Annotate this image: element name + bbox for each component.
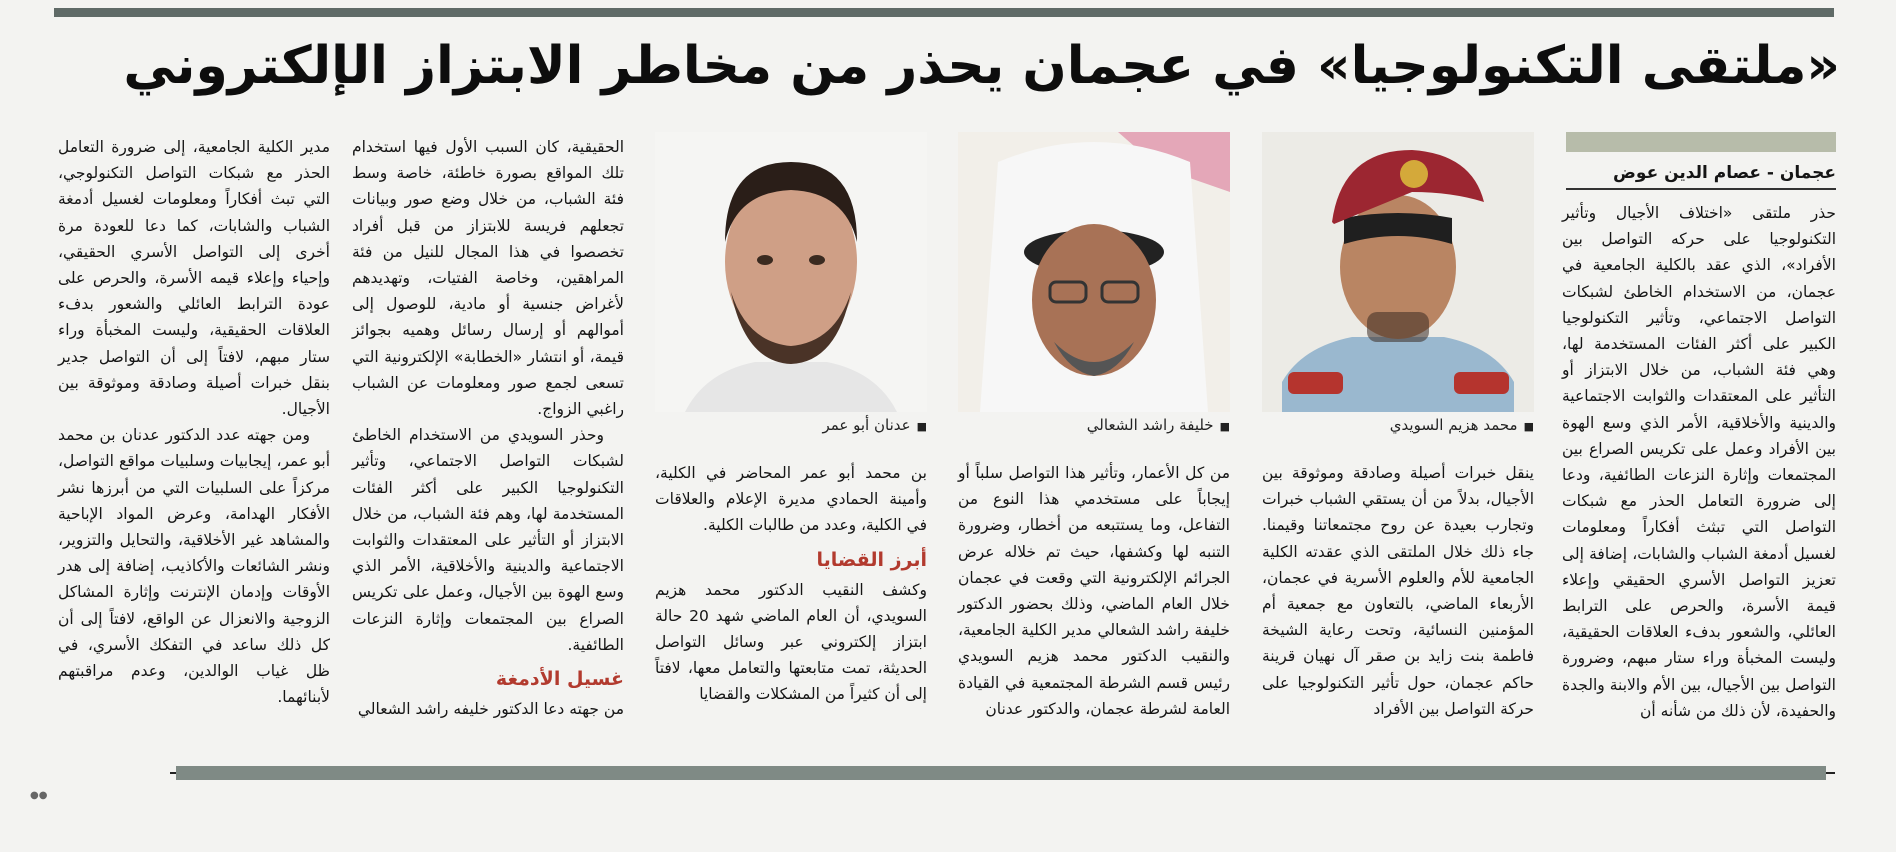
article-column-4 (655, 460, 927, 722)
subhead-key-issues: أبرز القضايا (816, 548, 927, 571)
byline: عجمان - عصام الدين عوض (1566, 158, 1836, 190)
caption-photo-2 (958, 414, 1230, 438)
lecturer-portrait-image (655, 132, 927, 412)
caption-photo-1-text: محمد هزيم السويدي (1389, 416, 1518, 434)
article-column-6 (58, 134, 330, 724)
caption-square-icon: ■ (1219, 420, 1230, 433)
column-6-text-top: مدير الكلية الجامعية، إلى ضرورة التعامل الحذر مع شبكات التواصل التكنولوجي، التي تبث أفكاراً ومعلومات لغسيل أدمغة الشباب والشابات، كما دعا للعودة مرة أخرى إلى التواصل الأسري الحقيقي، وإحياء وإعلاء قيمه الأسرة، والحرص على عودة الترابط العائلي والشعور بدفء العلاقات الحقيقية، وليست المخبأة وراء ستار مبهم، لافتاً إلى أن التواصل جدير بنقل خبرات أصيلة وصادقة وموثوقة بين الأجيال. (58, 138, 330, 419)
column-1-text: حذر ملتقى «اختلاف الأجيال وتأثير التكنولوجيا على حركه التواصل بين الأفراد»، الذي عقد بالكلية الجامعية في عجمان، من الاستخدام الخاطئ لشبكات التواصل الاجتماعي، وتأثير التكنولوجيا الكبير على أكثر الفئات المستخدمة لها، وهي فئة الشباب، من خلال الابتزاز أو التأثير على المعتقدات والثوابت الاجتماعية والدينية والأخلاقية، الأمر الذي وسع الهوة بين الأفراد وعمل على تكريس الصراع بين المجتمعات وإثارة النزعات الطائفية، ودعا إلى ضرورة التعامل الحذر مع شبكات التواصل التي تبثث أفكاراً ومعلومات لغسيل أدمغة الشباب والشابات، إضافة إلى تعزيز التواصل الأسري الحقيقي وإعلاء قيمة الأسرة، والحرص على الترابط العائلي، والشعور بدفء العلاقات الحقيقية، وليست المخبأة وراء ستار مبهم، وضرورة التواصل بين الأجيال، بين الأم والابنة والجدة والحفيدة، لأن ذلك من شأنه أن (1562, 204, 1836, 720)
column-2-text: ينقل خبرات أصيلة وصادقة وموثوقة بين الأجيال، بدلاً من أن يستقي الشباب خبرات وتجارب بعيدة عن روح مجتمعاتنا وقيمنا. جاء ذلك خلال الملتقى الذي عقدته الكلية الجامعية للأم والعلوم الأسرية في عجمان، الأربعاء الماضي، بالتعاون مع جمعية أم المؤمنين النسائية، وتحت رعاية الشيخة فاطمة بنت زايد بن صقر آل نهيان قرينة حاكم عجمان، حول تأثير التكنولوجيا على حركة التواصل بين الأفراد (1262, 464, 1534, 718)
caption-square-icon: ■ (916, 420, 927, 433)
byline-bar (1566, 132, 1836, 152)
top-rule (54, 8, 1834, 17)
column-4-text-top: بن محمد أبو عمر المحاضر في الكلية، وأمينة الحمادي مديرة الإعلام والعلاقات في الكلية، وعدد من طالبات الكلية. (655, 464, 927, 535)
article-column-2 (1262, 460, 1534, 722)
column-5-text-bottom: من جهته دعا الدكتور خليفه راشد الشعالي (357, 700, 624, 719)
photo-abu-omar (655, 132, 927, 412)
headline: «ملتقى التكنولوجيا» في عجمان يحذر من مخاطر الابتزاز الإلكتروني (123, 36, 1840, 96)
caption-photo-3 (655, 414, 927, 438)
caption-photo-2-text: خليفة راشد الشعالي (1086, 416, 1214, 434)
caption-photo-1 (1262, 414, 1534, 438)
guest-portrait-image (958, 132, 1230, 412)
page-dots: ●● (30, 790, 48, 801)
photo-suweidi (1262, 132, 1534, 412)
column-6-text-bottom: ومن جهته عدد الدكتور عدنان بن محمد أبو عمر، إيجابيات وسلبيات مواقع التواصل، مركزاً على السلبيات التي من أبرزها نشر الأفكار الهدامة، وعرض المواد الإباحية والمشاهد غير الأخلاقية، والتحايل والتزوير، ونشر الشائعات والأكاذيب، إضافة إلى هدر الأوقات وإدمان الإنترنت وإثارة المشاكل الزوجية والانعزال عن الواقع، لافتاً إلى أن كل ذلك ساعد في التفكك الأسري، في ظل غياب الوالدين، وعدم مراقبتهم لأبنائهما. (58, 426, 330, 707)
bottom-rule (176, 766, 1826, 780)
article-column-5 (352, 134, 624, 724)
article-column-3 (958, 460, 1230, 722)
column-3-text: من كل الأعمار، وتأثير هذا التواصل سلباً أو إيجاباً على مستخدمي هذا النوع من التفاعل، وما يستتبعه من أخطار، وضرورة التنبه لها وكشفها، حيث تم خلاله عرض الجرائم الإلكترونية التي وقعت في عجمان خلال العام الماضي، وذلك بحضور الدكتور خليفة راشد الشعالي مدير الكلية الجامعية، والنقيب الدكتور محمد هزيم السويدي رئيس قسم الشرطة المجتمعية في القيادة العامة لشرطة عجمان، والدكتور عدنان (958, 464, 1230, 718)
caption-square-icon: ■ (1523, 420, 1534, 433)
caption-photo-3-text: عدنان أبو عمر (822, 416, 911, 434)
subhead-brainwashing: غسيل الأدمغة (495, 668, 624, 691)
article-column-1 (1562, 200, 1836, 720)
officer-portrait-image (1262, 132, 1534, 412)
column-5-text-mid: وحذر السويدي من الاستخدام الخاطئ لشبكات التواصل الاجتماعي، وتأثير التكنولوجيا الكبير على أكثر الفئات المستخدمة لها، وهم فئة الشباب، من خلال الابتزاز أو التأثير على المعتقدات والثوابت الاجتماعية والدينية والأخلاقية، الأمر الذي وسع الهوة بين الأجيال، وعمل على تكريس الصراع بين المجتمعات وإثارة النزعات الطائفية. (352, 426, 624, 654)
column-4-text-bottom: وكشف النقيب الدكتور محمد هزيم السويدي، أن العام الماضي شهد 20 حالة ابتزاز إلكتروني عبر وسائل التواصل الحديثة، تمت متابعتها والتعامل معها، لافتاً إلى أن كثيراً من المشكلات والقضايا (655, 580, 927, 704)
photo-shaali (958, 132, 1230, 412)
column-5-text-top: الحقيقية، كان السبب الأول فيها استخدام تلك المواقع بصورة خاطئة، خاصة وسط فئة الشباب، من خلال وضع صور وبيانات تجعلهم فريسة للابتزاز من قبل أفراد تخصصوا في هذا المجال للنيل من فئة المراهقين، وخاصة الفتيات، وتهديدهم لأغراض جنسية أو مادية، للوصول إلى أموالهم أو إرسال رسائل وهميه بجوائز قيمة، أو انتشار «الخطابة» الإلكترونية التي تسعى لجمع صور ومعلومات عن الشباب راغبي الزواج. (352, 138, 624, 419)
